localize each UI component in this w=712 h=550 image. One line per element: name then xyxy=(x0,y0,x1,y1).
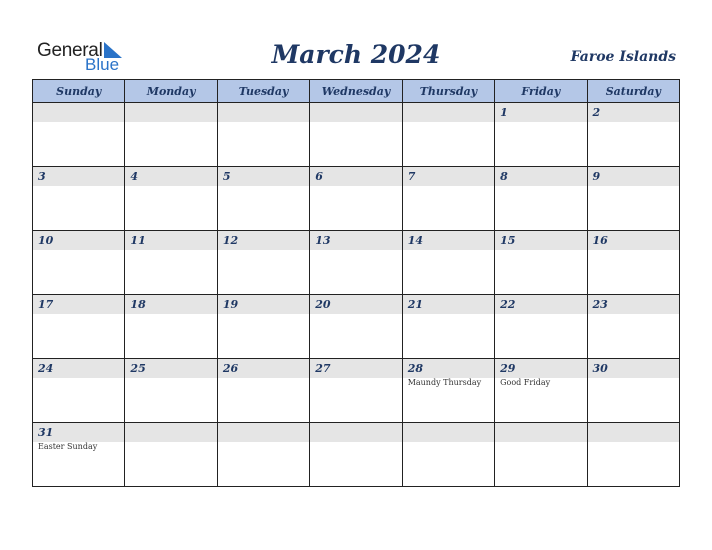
day-number: 14 xyxy=(403,231,494,250)
week-row xyxy=(33,231,680,295)
day-number: 30 xyxy=(588,359,679,378)
day-number xyxy=(218,423,309,442)
day-number xyxy=(495,423,586,442)
day-number: 19 xyxy=(218,295,309,314)
day-number: 15 xyxy=(495,231,586,250)
day-number xyxy=(403,103,494,122)
day-number: 4 xyxy=(125,167,216,186)
day-number xyxy=(218,103,309,122)
day-cell xyxy=(125,231,217,295)
day-cell xyxy=(33,295,125,359)
week-row xyxy=(33,295,680,359)
day-cell xyxy=(310,295,402,359)
day-cell xyxy=(125,103,217,167)
day-number: 23 xyxy=(588,295,679,314)
weekday-header: Monday xyxy=(125,80,217,103)
day-cell xyxy=(217,167,309,231)
day-cell xyxy=(402,167,494,231)
day-cell xyxy=(495,231,587,295)
weekday-header: Friday xyxy=(495,80,587,103)
day-cell xyxy=(217,295,309,359)
region-label: Faroe Islands xyxy=(570,49,676,65)
day-cell xyxy=(33,231,125,295)
weekday-header: Sunday xyxy=(33,80,125,103)
day-number: 1 xyxy=(495,103,586,122)
day-cell xyxy=(495,423,587,487)
day-number: 6 xyxy=(310,167,401,186)
week-row xyxy=(33,423,680,487)
day-number xyxy=(310,103,401,122)
day-cell xyxy=(217,359,309,423)
day-cell xyxy=(217,103,309,167)
day-cell xyxy=(402,295,494,359)
day-number: 3 xyxy=(33,167,124,186)
week-row xyxy=(33,167,680,231)
day-cell xyxy=(33,423,125,487)
day-cell xyxy=(217,423,309,487)
day-cell xyxy=(310,359,402,423)
day-cell xyxy=(495,359,587,423)
day-number: 22 xyxy=(495,295,586,314)
week-row xyxy=(33,103,680,167)
weekday-header-row xyxy=(33,80,680,103)
day-cell xyxy=(495,103,587,167)
day-number xyxy=(403,423,494,442)
day-number: 5 xyxy=(218,167,309,186)
day-number: 2 xyxy=(588,103,679,122)
day-number: 27 xyxy=(310,359,401,378)
day-cell xyxy=(495,295,587,359)
day-cell xyxy=(125,295,217,359)
day-number: 11 xyxy=(125,231,216,250)
day-number: 12 xyxy=(218,231,309,250)
weekday-header: Tuesday xyxy=(217,80,309,103)
day-cell xyxy=(587,103,679,167)
day-number: 16 xyxy=(588,231,679,250)
day-number: 13 xyxy=(310,231,401,250)
brand-general-text: General xyxy=(37,40,103,61)
day-number xyxy=(310,423,401,442)
brand-blue-text: Blue xyxy=(85,55,120,74)
day-number: 20 xyxy=(310,295,401,314)
day-cell xyxy=(217,231,309,295)
day-cell xyxy=(310,423,402,487)
day-cell xyxy=(587,231,679,295)
day-number: 17 xyxy=(33,295,124,314)
day-cell xyxy=(587,423,679,487)
day-number xyxy=(125,103,216,122)
day-number: 29 xyxy=(495,359,586,378)
day-number: 26 xyxy=(218,359,309,378)
day-number xyxy=(125,423,216,442)
day-number: 8 xyxy=(495,167,586,186)
page-title: March 2024 xyxy=(271,40,441,69)
day-cell xyxy=(125,423,217,487)
calendar-grid xyxy=(32,79,680,487)
weekday-header: Saturday xyxy=(587,80,679,103)
day-cell xyxy=(402,103,494,167)
day-cell xyxy=(310,231,402,295)
day-number xyxy=(588,423,679,442)
day-cell xyxy=(125,167,217,231)
day-cell xyxy=(495,167,587,231)
day-number: 31 xyxy=(33,423,124,442)
day-cell xyxy=(402,231,494,295)
week-row xyxy=(33,359,680,423)
holiday-label: Good Friday xyxy=(500,378,551,387)
day-number: 18 xyxy=(125,295,216,314)
weekday-header: Wednesday xyxy=(310,80,402,103)
day-cell xyxy=(587,295,679,359)
day-cell xyxy=(33,167,125,231)
day-number: 25 xyxy=(125,359,216,378)
day-number: 7 xyxy=(403,167,494,186)
day-cell xyxy=(402,423,494,487)
day-number: 9 xyxy=(588,167,679,186)
weekday-header: Thursday xyxy=(402,80,494,103)
day-cell xyxy=(33,103,125,167)
day-number: 24 xyxy=(33,359,124,378)
holiday-label: Easter Sunday xyxy=(38,442,98,451)
day-cell xyxy=(310,103,402,167)
day-cell xyxy=(402,359,494,423)
day-number: 21 xyxy=(403,295,494,314)
day-number xyxy=(33,103,124,122)
day-cell xyxy=(125,359,217,423)
day-cell xyxy=(33,359,125,423)
day-number: 10 xyxy=(33,231,124,250)
day-cell xyxy=(310,167,402,231)
day-cell xyxy=(587,359,679,423)
holiday-label: Maundy Thursday xyxy=(407,378,482,387)
calendar-body xyxy=(33,103,680,487)
day-number: 28 xyxy=(403,359,494,378)
day-cell xyxy=(587,167,679,231)
